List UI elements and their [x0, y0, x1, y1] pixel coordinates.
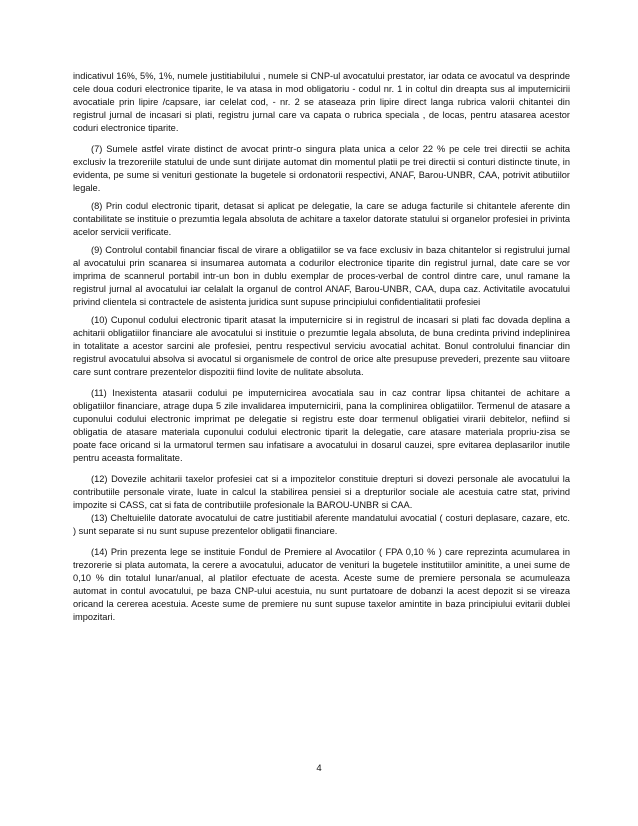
paragraph-12: (12) Dovezile achitarii taxelor profesiei cat si a impozitelor constituie drepturi si dovezi personale ale avocatului la contributiile personale virate, luate in calcul la stabilirea pensiei si a drepturilor sociale ale acestuia catre stat, privind impozite si CASS, cat si fata de contributiile profesionale la BAROU-UNBR si CAA.	[73, 474, 570, 510]
paragraph-10: (10) Cuponul codului electronic tiparit atasat la imputernicire si in registrul de incasari si plati fac dovada deplina a achitarii obligatiilor financiare ale avocatului si instituie o prezumtie legala absoluta, de buna credinta privind indeplinirea in totalitate a acestor sarcini ale profesiei, pentru respectivul serviciu avocatial achitat. Bonul controlului financiar din registrul avocatului absolva si avocatul si organismele de control de orice alte presupuse prevederi, prezente sau viitoare care sunt contrare prezentelor dispozitii fiind lovite de nulitate absoluta.	[73, 315, 570, 377]
paragraph-13: (13) Cheltuielile datorate avocatului de catre justitiabil aferente mandatului avocatial ( costuri deplasare, cazare, etc. ) sunt separate si nu sunt supuse prezentelor obligatii financiare.	[73, 513, 570, 536]
paragraph-continuation: indicativul 16%, 5%, 1%, numele justitiabilului , numele si CNP-ul avocatului prestator, iar odata ce avocatul va desprinde cele doua coduri electronice tiparite, le va atasa in mod obligatoriu - codul nr. 1 in coltul din dreapta sus al imputernicirii avocatiale prin lipire /capsare, iar celelat cod, - nr. 2 se ataseaza prin lipire direct langa rubrica valorii chitantei din registrul jurnal de incasari si plati, registru jurnal care va capata o rubrica speciala , de locas, pentru atasarea acestor coduri electronice tiparite.	[73, 71, 570, 133]
paragraph-14: (14) Prin prezenta lege se instituie Fondul de Premiere al Avocatilor ( FPA 0,10 % ) care reprezinta acumularea in trezorerie si plata automata, la cerere a avocatului, aducator de venituri la bugetele institutiilor aminitite, a unei sume de 0,10 % din totalul lunar/anual, al platilor efectuate de acesta. Aceste sume de premiere personala se acumuleaza automat in contul avocatului, pe baza CNP-ului acestuia, nu sunt purtatoare de dobanzi la acest depozit si se vireaza oricand la cererea acestuia. Aceste sume de premiere nu sunt supuse taxelor amintite in baza principiului evitarii dublei impozitari.	[73, 547, 570, 622]
page-number: 4	[316, 763, 322, 774]
paragraph-9: (9) Controlul contabil financiar fiscal de virare a obligatiilor se va face exclusiv in baza chitantelor si registrului jurnal al avocatului prin scanarea si insumarea automata a codurilor electronice tiparite din registrul jurnal, date care se vor imprima de scannerul portabil intr-un bon in dublu exemplar de proces-verbal de control dintre care, unul ramane la registrul jurnal al avocatului iar celalalt la organul de control ANAF, Barou-UNBR, CAA, dupa caz. Activitatile avocatului privind clientela si contractele de asistenta juridica sunt supuse principiului confidentialitatii profesiei	[73, 245, 570, 307]
document-body	[73, 70, 570, 624]
paragraph-8: (8) Prin codul electronic tiparit, detasat si aplicat pe delegatie, la care se aduga facturile si chitantele aferente din contabilitate se instituie o prezumtia legala absoluta de achitare a taxelor datorate statului si organelor profesiei in privinta acelor servicii verificate.	[73, 201, 570, 237]
paragraph-7: (7) Sumele astfel virate distinct de avocat printr-o singura plata unica a celor 22 % pe cele trei directii se achita exclusiv la trezoreriile statului de unde sunt dirijate automat din momentul platii pe trei directii si conturi distincte tinute, in evidenta, pe sume si venituri gestionate la bugetele si ordonatorii respectivi, ANAF, Barou-UNBR, CAA, potrivit atibutiilor legale.	[73, 144, 570, 193]
paragraph-11: (11) Inexistenta atasarii codului pe imputernicirea avocatiala sau in caz contrar lipsa chitantei de achitare a obligatiilor financiare, atrage dupa 5 zile invalidarea imputernicirii, pana la complinirea obligatiilor. Termenul de atasare a cuponului codului electronic imprimat pe delegatie si registru este doar termenul obligatiei virarii debitelor, nefiind si obligatia de atasare materiala cuponului codului electronic tiparit la delegatie, care atasare materiala propriu-zisa se poate face oricand si la urmatorul termen sau infatisare a avocatului in dosarul cauzei, spre evitarea deplasarilor inutile pentru aceasta formalitate.	[73, 388, 570, 463]
